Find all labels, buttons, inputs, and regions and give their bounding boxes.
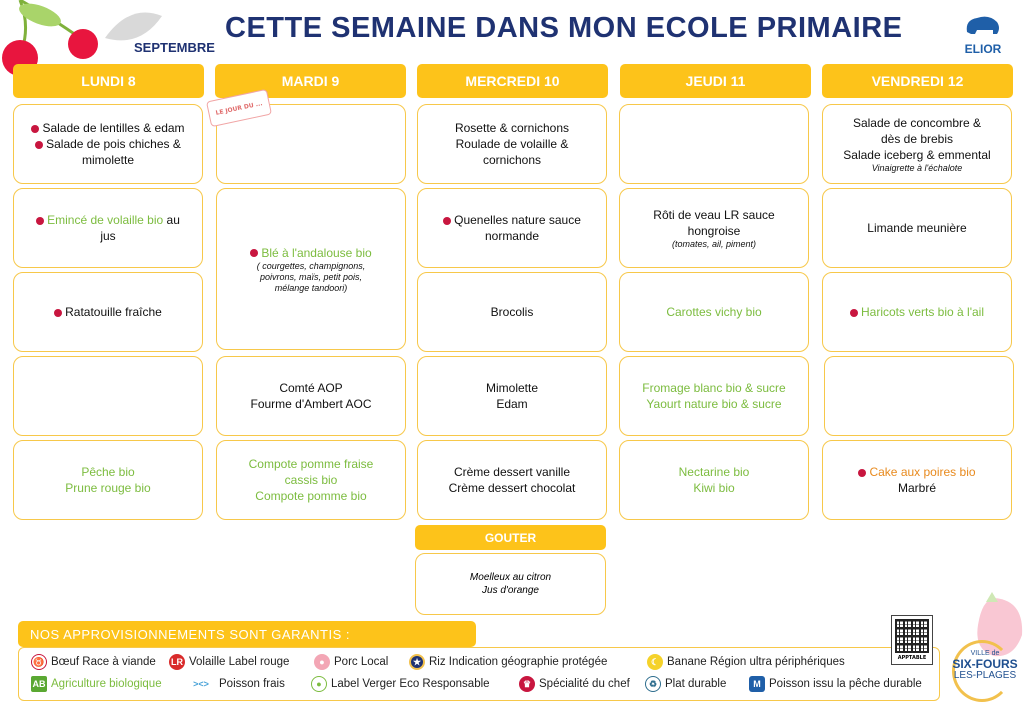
menu-item: Crème dessert chocolat — [448, 481, 576, 495]
jeudi-entree — [619, 104, 809, 184]
qr-code-pattern — [895, 619, 929, 653]
legend-title: NOS APPROVISIONNEMENTS SONT GARANTIS : — [18, 621, 476, 647]
menu-note: mélange tandoori) — [274, 282, 348, 293]
chef-special-icon — [54, 309, 62, 317]
menu-item: Salade iceberg & emmental — [843, 147, 991, 162]
vendredi-legume — [822, 272, 1012, 352]
menu-item: Haricots verts bio à l'ail — [861, 305, 984, 319]
menu-item: Emincé de volaille bio — [47, 213, 164, 227]
menu-note: Vinaigrette à l'échalote — [871, 162, 963, 173]
lundi-dessert — [13, 440, 203, 520]
lundi-fromage — [13, 356, 203, 436]
qr-code[interactable] — [891, 615, 933, 665]
legend-label: Bœuf Race à viande — [51, 656, 156, 668]
cow-icon: ♉ — [31, 654, 47, 670]
day-header-mercredi: MERCREDI 10 — [417, 64, 608, 98]
day-header-mardi: MARDI 9 — [215, 64, 406, 98]
legend-label: Plat durable — [665, 678, 727, 690]
jeudi-dessert — [619, 440, 809, 520]
menu-item: Kiwi bio — [693, 481, 735, 495]
legend-beef — [31, 654, 156, 670]
jeudi-fromage — [619, 356, 809, 436]
legend-riz — [409, 654, 607, 670]
mercredi-legume — [417, 272, 607, 352]
label-rouge-icon: LR — [169, 654, 185, 670]
legend-bio — [31, 676, 162, 692]
menu-item: Marbré — [897, 481, 936, 495]
menu-item: au — [166, 213, 180, 227]
fish-icon: ><> — [187, 676, 215, 692]
vendredi-dessert — [822, 440, 1012, 520]
brand-name: ELIOR — [964, 42, 1002, 56]
menu-item: Carottes vichy bio — [666, 305, 762, 319]
legend-label: Poisson issu la pêche durable — [769, 678, 922, 690]
igp-icon: ★ — [409, 654, 425, 670]
legend-verger — [311, 676, 490, 692]
menu-item: Fourme d'Ambert AOC — [250, 397, 372, 411]
menu-item: jus — [100, 229, 116, 243]
day-header-jeudi: JEUDI 11 — [620, 64, 811, 98]
menu-item: cassis bio — [284, 473, 338, 487]
menu-item: Ratatouille fraîche — [65, 305, 162, 319]
chef-special-icon — [250, 249, 258, 257]
menu-item: mimolette — [81, 153, 134, 167]
menu-item: Yaourt nature bio & sucre — [646, 397, 782, 411]
legend-volaille — [169, 654, 289, 670]
menu-item: Brocolis — [490, 305, 534, 319]
mardi-fromage — [216, 356, 406, 436]
menu-item: Prune rouge bio — [65, 481, 151, 495]
menu-item: Nectarine bio — [678, 465, 750, 479]
menu-item: Compote pomme fraise — [248, 457, 374, 471]
vendredi-plat — [822, 188, 1012, 268]
banana-icon: ☾ — [647, 654, 663, 670]
plat-durable-icon: ♻ — [645, 676, 661, 692]
menu-item: Salade de pois chiches & — [46, 137, 181, 151]
legend-chef — [519, 676, 630, 692]
menu-item: Crème dessert vanille — [453, 465, 571, 479]
lundi-legume — [13, 272, 203, 352]
legend-poisson-frais — [187, 676, 285, 692]
pig-icon: ● — [314, 654, 330, 670]
chef-special-icon — [35, 141, 43, 149]
menu-note: (tomates, ail, piment) — [671, 238, 757, 249]
mercredi-plat — [417, 188, 607, 268]
legend-peche — [749, 676, 922, 692]
legend-banane — [647, 654, 845, 670]
menu-item: Limande meunière — [867, 221, 967, 235]
mardi-dessert — [216, 440, 406, 520]
menu-item: Rôti de veau LR sauce — [653, 207, 775, 222]
mercredi-entree — [417, 104, 607, 184]
bison-icon — [963, 14, 1003, 38]
menu-item: Pêche bio — [81, 465, 135, 479]
menu-item: normande — [484, 229, 540, 243]
legend-label: Porc Local — [334, 656, 389, 668]
chef-hat-icon: ♛ — [519, 676, 535, 692]
legend-label: Agriculture biologique — [51, 678, 162, 690]
chef-special-icon — [31, 125, 39, 133]
jeudi-plat — [619, 188, 809, 268]
menu-item: hongroise — [687, 223, 741, 238]
menu-item: Jus d'orange — [482, 585, 539, 596]
menu-item: Fromage blanc bio & sucre — [642, 381, 786, 395]
menu-note: ( courgettes, champignons, — [256, 260, 366, 271]
chef-special-icon — [850, 309, 858, 317]
jour-du-stamp: LE JOUR DU ... — [206, 89, 272, 127]
brand-logo — [958, 14, 1008, 56]
vendredi-entree — [822, 104, 1012, 184]
legend-label: Volaille Label rouge — [189, 656, 290, 668]
menu-item: Edam — [496, 397, 528, 411]
chef-special-icon — [858, 469, 866, 477]
menu-item: Mimolette — [485, 381, 538, 395]
page-title: CETTE SEMAINE DANS MON ECOLE PRIMAIRE — [225, 12, 903, 44]
mercredi-dessert — [417, 440, 607, 520]
ab-bio-icon: AB — [31, 676, 47, 692]
day-header-vendredi: VENDREDI 12 — [822, 64, 1013, 98]
town-line: SIX-FOURS — [952, 657, 1018, 671]
menu-item: Blé à l'andalouse bio — [261, 245, 372, 260]
verger-icon: ● — [311, 676, 327, 692]
chef-special-icon — [443, 217, 451, 225]
qr-label: APPTABLE — [897, 655, 927, 661]
town-line: LES-PLAGES — [953, 670, 1017, 681]
jeudi-legume — [619, 272, 809, 352]
menu-item: Compote pomme bio — [255, 489, 367, 503]
lundi-entree — [13, 104, 203, 184]
legend-label: Riz Indication géographie protégée — [429, 656, 608, 668]
month-label: SEPTEMBRE — [134, 40, 215, 55]
msc-icon: M — [749, 676, 765, 692]
menu-item: Rosette & cornichons — [454, 121, 570, 135]
vendredi-fromage — [824, 356, 1014, 436]
gouter-cell — [415, 553, 606, 615]
menu-item: cornichons — [482, 153, 542, 167]
menu-item: Cake aux poires bio — [869, 465, 976, 479]
lundi-plat — [13, 188, 203, 268]
gouter-header: GOUTER — [415, 525, 606, 550]
legend-label: Poisson frais — [219, 678, 285, 690]
legend-label: Label Verger Eco Responsable — [331, 678, 490, 690]
town-logo — [950, 640, 1020, 704]
legend-label: Banane Région ultra périphériques — [667, 656, 845, 668]
menu-item: Moelleux au citron — [469, 572, 552, 583]
legend-label: Spécialité du chef — [539, 678, 630, 690]
mardi-plat — [216, 188, 406, 350]
legend-durable — [645, 676, 726, 692]
menu-item: Salade de concombre & — [852, 115, 982, 130]
menu-item: Comté AOP — [279, 381, 343, 395]
menu-item: Roulade de volaille & — [455, 137, 569, 151]
day-header-lundi: LUNDI 8 — [13, 64, 204, 98]
menu-item: Quenelles nature sauce — [454, 213, 581, 227]
town-line: VILLE de — [970, 650, 1000, 657]
menu-item: Salade de lentilles & edam — [42, 121, 185, 135]
legend-box — [18, 647, 940, 701]
menu-note: poivrons, maïs, petit pois, — [259, 271, 363, 282]
chef-special-icon — [36, 217, 44, 225]
mercredi-fromage — [417, 356, 607, 436]
menu-item: dès de brebis — [880, 131, 954, 146]
legend-porc — [314, 654, 388, 670]
